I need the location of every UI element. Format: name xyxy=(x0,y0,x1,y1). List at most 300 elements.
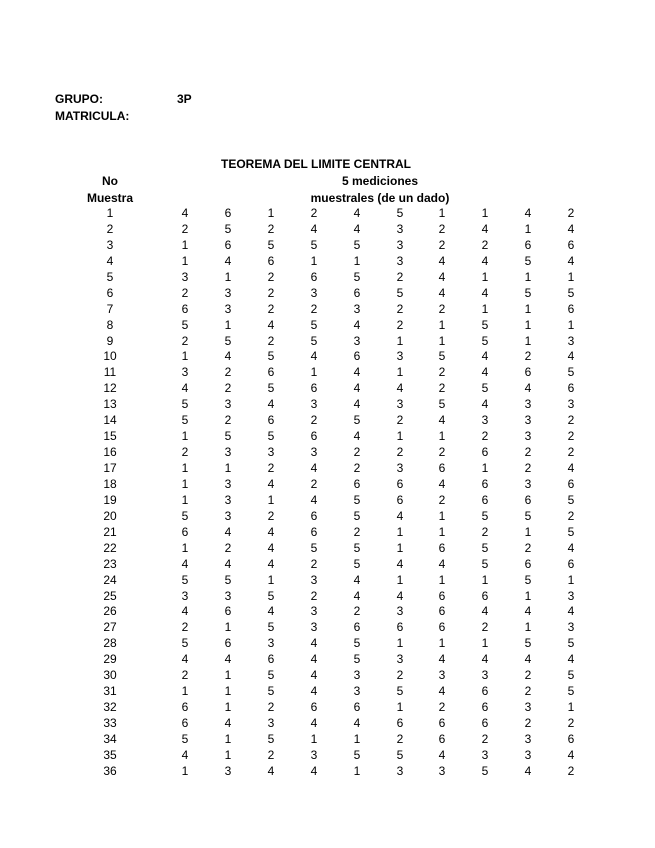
measurement-cell: 1 xyxy=(438,317,446,332)
measurement-cell: 2 xyxy=(310,476,318,491)
measurement-cell: 4 xyxy=(481,285,489,300)
measurement-cell: 5 xyxy=(396,206,404,220)
measurement-cell: 3 xyxy=(396,237,404,252)
measurement-cell: 2 xyxy=(353,604,361,619)
measurement-cell: 3 xyxy=(396,604,404,619)
measurement-cell: 1 xyxy=(438,572,446,587)
measurement-cell: 3 xyxy=(396,763,404,778)
measurement-cell: 4 xyxy=(267,763,275,778)
measurement-cell: 5 xyxy=(181,731,189,746)
measurement-cell: 3 xyxy=(310,397,318,412)
measurement-cell: 4 xyxy=(481,652,489,667)
measurement-cell: 1 xyxy=(481,269,489,284)
measurement-cell: 5 xyxy=(567,492,575,507)
measurement-cell: 1 xyxy=(181,476,189,491)
sample-number-cell: 10 xyxy=(103,349,117,364)
measurement-cell: 2 xyxy=(224,540,232,555)
measurement-cell: 1 xyxy=(481,636,489,651)
measurement-cell: 1 xyxy=(224,747,232,762)
measurement-cell: 2 xyxy=(438,237,446,252)
measurement-cell: 5 xyxy=(481,556,489,571)
measurement-cell: 4 xyxy=(567,349,575,364)
measurement-cell: 2 xyxy=(267,221,275,236)
sample-number-cell: 26 xyxy=(103,604,117,619)
measurement-cell: 5 xyxy=(524,253,532,268)
measurement-cell: 2 xyxy=(438,492,446,507)
measurements-header-line2: muestrales (de un dado) xyxy=(310,191,450,205)
measurement-cell: 4 xyxy=(310,636,318,651)
table-row xyxy=(0,365,655,381)
measurement-cell: 1 xyxy=(181,461,189,475)
measurement-cell: 2 xyxy=(181,668,189,683)
measurement-cell: 2 xyxy=(567,716,575,730)
table-row xyxy=(0,349,655,365)
measurement-cell: 1 xyxy=(438,524,446,539)
measurement-cell: 5 xyxy=(396,684,404,699)
sample-number-cell: 33 xyxy=(103,716,117,730)
table-row xyxy=(0,286,655,302)
measurement-cell: 3 xyxy=(181,588,189,603)
measurement-cell: 2 xyxy=(396,317,404,332)
measurement-cell: 4 xyxy=(481,397,489,412)
measurement-cell: 1 xyxy=(481,461,489,475)
measurement-cell: 5 xyxy=(567,365,575,380)
measurement-cell: 6 xyxy=(310,508,318,523)
measurement-cell: 6 xyxy=(267,413,275,428)
grupo-label: GRUPO: xyxy=(55,92,103,106)
measurement-cell: 2 xyxy=(396,269,404,284)
measurement-cell: 1 xyxy=(567,269,575,284)
measurement-cell: 3 xyxy=(353,301,361,316)
measurement-cell: 1 xyxy=(181,237,189,252)
measurement-cell: 6 xyxy=(353,620,361,635)
measurement-cell: 4 xyxy=(567,540,575,555)
measurement-cell: 5 xyxy=(481,317,489,332)
measurement-cell: 3 xyxy=(524,429,532,444)
measurement-cell: 4 xyxy=(310,652,318,667)
measurement-cell: 4 xyxy=(224,253,232,268)
measurement-cell: 1 xyxy=(567,572,575,587)
measurement-cell: 1 xyxy=(181,763,189,778)
measurement-cell: 1 xyxy=(353,731,361,746)
measurement-cell: 6 xyxy=(181,524,189,539)
measurement-cell: 1 xyxy=(481,301,489,316)
measurement-cell: 4 xyxy=(353,365,361,380)
measurement-cell: 4 xyxy=(224,524,232,539)
measurement-cell: 5 xyxy=(438,349,446,364)
measurement-cell: 4 xyxy=(267,540,275,555)
sample-number-cell: 2 xyxy=(106,221,114,236)
measurement-cell: 5 xyxy=(353,540,361,555)
measurement-cell: 3 xyxy=(224,301,232,316)
table-row xyxy=(0,222,655,238)
measurement-cell: 6 xyxy=(396,492,404,507)
measurement-cell: 1 xyxy=(481,572,489,587)
measurement-cell: 4 xyxy=(438,684,446,699)
measurement-cell: 5 xyxy=(396,285,404,300)
measurement-cell: 6 xyxy=(567,301,575,316)
measurement-cell: 5 xyxy=(567,524,575,539)
measurement-cell: 6 xyxy=(267,652,275,667)
measurement-cell: 4 xyxy=(438,476,446,491)
measurement-cell: 1 xyxy=(310,731,318,746)
measurement-cell: 1 xyxy=(396,333,404,348)
measurement-cell: 2 xyxy=(524,461,532,475)
table-row xyxy=(0,254,655,270)
measurement-cell: 6 xyxy=(224,636,232,651)
measurement-cell: 6 xyxy=(181,301,189,316)
measurement-cell: 1 xyxy=(524,524,532,539)
sample-number-cell: 21 xyxy=(103,524,117,539)
table-row xyxy=(0,493,655,509)
measurement-cell: 5 xyxy=(481,508,489,523)
measurement-cell: 2 xyxy=(267,747,275,762)
matricula-label: MATRICULA: xyxy=(55,109,130,123)
measurement-cell: 1 xyxy=(396,365,404,380)
measurement-cell: 3 xyxy=(181,365,189,380)
measurement-cell: 3 xyxy=(224,492,232,507)
measurement-cell: 2 xyxy=(396,668,404,683)
measurement-cell: 6 xyxy=(524,365,532,380)
measurement-cell: 3 xyxy=(438,668,446,683)
measurement-cell: 3 xyxy=(310,620,318,635)
measurement-cell: 1 xyxy=(181,684,189,699)
measurement-cell: 2 xyxy=(224,381,232,396)
sample-number-cell: 35 xyxy=(103,747,117,762)
measurement-cell: 4 xyxy=(310,668,318,683)
measurement-cell: 3 xyxy=(567,588,575,603)
sample-number-cell: 3 xyxy=(106,237,114,252)
measurement-cell: 4 xyxy=(181,206,189,220)
measurement-cell: 2 xyxy=(438,445,446,460)
measurement-cell: 5 xyxy=(267,429,275,444)
measurement-cell: 2 xyxy=(481,429,489,444)
measurement-cell: 1 xyxy=(181,540,189,555)
measurement-cell: 5 xyxy=(353,413,361,428)
measurement-cell: 1 xyxy=(224,461,232,475)
measurement-cell: 3 xyxy=(310,445,318,460)
measurement-cell: 3 xyxy=(567,333,575,348)
measurement-cell: 6 xyxy=(481,588,489,603)
measurement-cell: 5 xyxy=(267,684,275,699)
measurement-cell: 3 xyxy=(481,747,489,762)
measurement-cell: 2 xyxy=(181,333,189,348)
measurement-cell: 2 xyxy=(524,445,532,460)
measurement-cell: 1 xyxy=(567,317,575,332)
measurement-cell: 2 xyxy=(396,445,404,460)
measurement-cell: 4 xyxy=(396,508,404,523)
measurement-cell: 3 xyxy=(524,731,532,746)
measurement-cell: 4 xyxy=(353,397,361,412)
table-row xyxy=(0,429,655,445)
table-row xyxy=(0,302,655,318)
measurement-cell: 1 xyxy=(396,429,404,444)
measurement-cell: 6 xyxy=(310,700,318,715)
measurement-cell: 4 xyxy=(438,285,446,300)
measurement-cell: 1 xyxy=(267,572,275,587)
measurement-cell: 3 xyxy=(267,636,275,651)
measurement-cell: 2 xyxy=(310,206,318,220)
measurement-cell: 3 xyxy=(267,716,275,730)
measurement-cell: 4 xyxy=(353,381,361,396)
measurement-cell: 5 xyxy=(353,636,361,651)
measurement-cell: 1 xyxy=(267,206,275,220)
measurement-cell: 2 xyxy=(567,445,575,460)
sample-number-cell: 17 xyxy=(103,461,117,475)
table-row xyxy=(0,684,655,700)
measurement-cell: 5 xyxy=(267,731,275,746)
measurement-cell: 6 xyxy=(267,253,275,268)
measurement-cell: 6 xyxy=(396,716,404,730)
measurement-cell: 6 xyxy=(481,716,489,730)
measurement-cell: 2 xyxy=(267,269,275,284)
measurement-cell: 6 xyxy=(396,620,404,635)
measurement-cell: 1 xyxy=(396,636,404,651)
measurement-cell: 1 xyxy=(224,700,232,715)
sample-number-cell: 18 xyxy=(103,476,117,491)
measurement-cell: 5 xyxy=(224,221,232,236)
measurement-cell: 5 xyxy=(524,572,532,587)
measurement-cell: 1 xyxy=(224,731,232,746)
measurement-cell: 2 xyxy=(310,413,318,428)
measurement-cell: 6 xyxy=(181,716,189,730)
measurement-cell: 3 xyxy=(181,269,189,284)
measurement-cell: 2 xyxy=(181,445,189,460)
measurement-cell: 6 xyxy=(396,476,404,491)
measurement-cell: 5 xyxy=(567,285,575,300)
measurement-cell: 5 xyxy=(181,636,189,651)
measurement-cell: 4 xyxy=(353,716,361,730)
measurement-cell: 6 xyxy=(224,237,232,252)
measurement-cell: 6 xyxy=(481,684,489,699)
measurement-cell: 5 xyxy=(267,381,275,396)
measurement-cell: 1 xyxy=(524,333,532,348)
measurement-cell: 5 xyxy=(181,572,189,587)
measurement-cell: 4 xyxy=(181,556,189,571)
measurement-cell: 5 xyxy=(353,747,361,762)
measurement-cell: 2 xyxy=(481,620,489,635)
measurement-cell: 5 xyxy=(353,652,361,667)
measurement-cell: 4 xyxy=(524,652,532,667)
table-row xyxy=(0,573,655,589)
measurement-cell: 2 xyxy=(267,285,275,300)
measurement-cell: 1 xyxy=(438,429,446,444)
data-table xyxy=(0,206,655,780)
measurement-cell: 4 xyxy=(224,349,232,364)
sample-number-cell: 30 xyxy=(103,668,117,683)
measurement-cell: 6 xyxy=(353,285,361,300)
measurement-cell: 6 xyxy=(567,381,575,396)
measurement-cell: 2 xyxy=(267,461,275,475)
measurement-cell: 3 xyxy=(481,668,489,683)
measurement-cell: 1 xyxy=(181,253,189,268)
measurement-cell: 2 xyxy=(567,508,575,523)
sample-number-cell: 29 xyxy=(103,652,117,667)
measurement-cell: 3 xyxy=(267,445,275,460)
measurement-cell: 2 xyxy=(438,381,446,396)
measurement-cell: 2 xyxy=(438,700,446,715)
measurement-cell: 2 xyxy=(481,237,489,252)
measurement-cell: 5 xyxy=(181,413,189,428)
table-row xyxy=(0,541,655,557)
measurement-cell: 2 xyxy=(567,206,575,220)
sample-number-cell: 14 xyxy=(103,413,117,428)
measurement-cell: 5 xyxy=(353,556,361,571)
measurement-cell: 4 xyxy=(567,461,575,475)
measurement-cell: 1 xyxy=(524,221,532,236)
measurement-cell: 3 xyxy=(396,221,404,236)
measurement-cell: 1 xyxy=(310,365,318,380)
measurement-cell: 4 xyxy=(267,397,275,412)
measurement-cell: 5 xyxy=(267,620,275,635)
measurement-cell: 6 xyxy=(353,349,361,364)
sample-number-cell: 16 xyxy=(103,445,117,460)
measurement-cell: 3 xyxy=(224,445,232,460)
measurement-cell: 5 xyxy=(481,381,489,396)
measurement-cell: 6 xyxy=(438,604,446,619)
measurement-cell: 4 xyxy=(181,381,189,396)
measurement-cell: 6 xyxy=(438,716,446,730)
measurement-cell: 5 xyxy=(481,763,489,778)
measurement-cell: 3 xyxy=(224,763,232,778)
sample-number-cell: 25 xyxy=(103,588,117,603)
measurement-cell: 2 xyxy=(353,524,361,539)
measurement-cell: 4 xyxy=(310,684,318,699)
measurement-cell: 4 xyxy=(524,763,532,778)
measurement-cell: 2 xyxy=(524,684,532,699)
measurement-cell: 2 xyxy=(181,285,189,300)
measurement-cell: 4 xyxy=(224,652,232,667)
measurement-cell: 5 xyxy=(567,668,575,683)
measurement-cell: 3 xyxy=(567,397,575,412)
table-row xyxy=(0,238,655,254)
sample-number-cell: 1 xyxy=(106,206,114,220)
measurement-cell: 3 xyxy=(396,349,404,364)
measurement-cell: 4 xyxy=(438,747,446,762)
measurement-cell: 4 xyxy=(353,588,361,603)
measurement-cell: 5 xyxy=(267,349,275,364)
measurement-cell: 4 xyxy=(353,317,361,332)
measurement-cell: 3 xyxy=(438,763,446,778)
measurement-cell: 3 xyxy=(310,572,318,587)
measurement-cell: 4 xyxy=(396,588,404,603)
measurement-cell: 3 xyxy=(524,476,532,491)
measurement-cell: 1 xyxy=(396,700,404,715)
measurement-cell: 1 xyxy=(438,636,446,651)
measurement-cell: 6 xyxy=(567,476,575,491)
measurement-cell: 4 xyxy=(481,253,489,268)
sample-number-cell: 9 xyxy=(106,333,114,348)
measurement-cell: 3 xyxy=(353,333,361,348)
sample-number-cell: 22 xyxy=(103,540,117,555)
measurement-cell: 4 xyxy=(353,221,361,236)
measurement-cell: 1 xyxy=(310,253,318,268)
measurement-cell: 6 xyxy=(438,731,446,746)
measurement-cell: 1 xyxy=(396,524,404,539)
measurement-cell: 2 xyxy=(567,429,575,444)
measurement-cell: 4 xyxy=(181,652,189,667)
measurement-cell: 5 xyxy=(353,237,361,252)
sample-number-cell: 20 xyxy=(103,508,117,523)
table-row xyxy=(0,318,655,334)
measurement-cell: 1 xyxy=(181,492,189,507)
measurement-cell: 4 xyxy=(353,429,361,444)
sample-number-cell: 23 xyxy=(103,556,117,571)
measurement-cell: 1 xyxy=(224,620,232,635)
measurement-cell: 1 xyxy=(181,349,189,364)
measurement-cell: 1 xyxy=(524,269,532,284)
measurement-cell: 3 xyxy=(310,604,318,619)
measurement-cell: 4 xyxy=(181,747,189,762)
measurement-cell: 4 xyxy=(310,349,318,364)
measurement-cell: 4 xyxy=(310,221,318,236)
sample-number-cell: 19 xyxy=(103,492,117,507)
measurement-cell: 2 xyxy=(524,668,532,683)
measurement-cell: 2 xyxy=(481,731,489,746)
page-title: TEOREMA DEL LIMITE CENTRAL xyxy=(221,157,411,171)
measurement-cell: 5 xyxy=(567,684,575,699)
table-row xyxy=(0,413,655,429)
measurement-cell: 4 xyxy=(524,206,532,220)
measurement-cell: 3 xyxy=(396,397,404,412)
table-row xyxy=(0,557,655,573)
table-row xyxy=(0,270,655,286)
measurement-cell: 2 xyxy=(396,731,404,746)
measurement-cell: 5 xyxy=(267,588,275,603)
measurement-cell: 1 xyxy=(396,540,404,555)
measurement-cell: 6 xyxy=(567,556,575,571)
measurement-cell: 1 xyxy=(524,588,532,603)
measurement-cell: 4 xyxy=(267,317,275,332)
measurement-cell: 6 xyxy=(567,731,575,746)
measurement-cell: 6 xyxy=(310,381,318,396)
measurement-cell: 5 xyxy=(224,429,232,444)
table-row xyxy=(0,381,655,397)
table-row xyxy=(0,668,655,684)
measurement-cell: 6 xyxy=(353,476,361,491)
table-row xyxy=(0,461,655,477)
measurement-cell: 1 xyxy=(524,301,532,316)
sample-number-cell: 6 xyxy=(106,285,114,300)
measurement-cell: 4 xyxy=(310,716,318,730)
measurement-cell: 3 xyxy=(310,285,318,300)
measurement-cell: 4 xyxy=(310,492,318,507)
measurement-cell: 2 xyxy=(481,524,489,539)
table-row xyxy=(0,620,655,636)
measurement-cell: 4 xyxy=(481,365,489,380)
measurement-cell: 6 xyxy=(438,540,446,555)
measurement-cell: 4 xyxy=(481,221,489,236)
table-row xyxy=(0,652,655,668)
table-row xyxy=(0,764,655,780)
measurement-cell: 1 xyxy=(438,206,446,220)
measurement-cell: 1 xyxy=(224,317,232,332)
measurement-cell: 2 xyxy=(524,540,532,555)
measurement-cell: 4 xyxy=(438,253,446,268)
measurement-cell: 4 xyxy=(438,413,446,428)
table-row xyxy=(0,732,655,748)
measurement-cell: 3 xyxy=(353,684,361,699)
measurement-cell: 5 xyxy=(310,237,318,252)
sample-number-header-line1: No xyxy=(102,174,118,188)
measurement-cell: 4 xyxy=(267,476,275,491)
measurement-cell: 5 xyxy=(524,636,532,651)
measurement-cell: 4 xyxy=(310,461,318,475)
measurement-cell: 4 xyxy=(267,556,275,571)
measurement-cell: 6 xyxy=(224,206,232,220)
measurement-cell: 2 xyxy=(438,221,446,236)
measurement-cell: 2 xyxy=(310,556,318,571)
